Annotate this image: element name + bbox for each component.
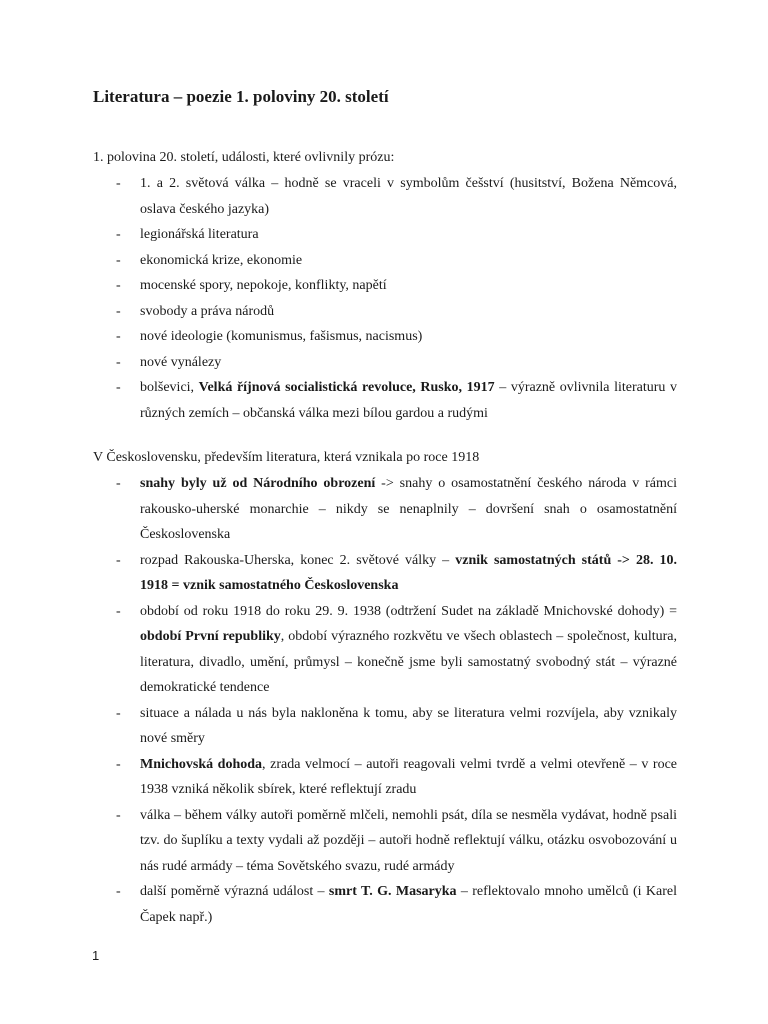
bullet-dash: - — [116, 329, 121, 344]
list-item-text — [140, 273, 677, 299]
list-item-text — [140, 701, 677, 752]
bullet-dash: - — [116, 884, 121, 899]
list-item-text — [140, 375, 677, 426]
bullet-dash: - — [116, 354, 121, 370]
bullet-dash: - — [116, 807, 121, 823]
bullet-dash: - — [116, 756, 121, 772]
list-item — [93, 471, 677, 548]
list-item — [93, 171, 677, 222]
text-run: -> snahy o osamostatnění českého národa v rámci rakousko-uherské monarchie – nikdy se nenaplnily – dovršení snah o osamostatnění Československa — [140, 476, 677, 542]
page-title: Literatura – poezie 1. poloviny 20. století — [93, 87, 389, 106]
bold-phrase: Mnichovská dohoda — [140, 756, 263, 772]
list-item-text — [140, 171, 677, 222]
text-run: bolševici, — [140, 380, 199, 395]
section-czechoslovakia — [93, 448, 677, 930]
text-run: legionářská literatura — [140, 227, 259, 242]
list-item — [93, 350, 677, 376]
bold-phrase: období První republiky — [140, 629, 281, 644]
text-run: další poměrně výrazná událost – — [140, 884, 329, 899]
bullet-list — [93, 171, 677, 426]
list-item — [93, 879, 677, 930]
list-item-text — [140, 599, 677, 701]
list-item-text — [140, 248, 677, 274]
list-item-text — [140, 299, 677, 325]
text-run: období od roku 1918 do roku 29. 9. 1938 (odtržení Sudet na základě Mnichovské dohody) = — [140, 603, 677, 619]
list-item — [93, 599, 677, 701]
bullet-dash: - — [116, 705, 121, 721]
list-item — [93, 299, 677, 325]
bullet-dash: - — [116, 303, 121, 319]
list-item-text — [140, 324, 677, 350]
list-item — [93, 222, 677, 248]
text-run: 1. a 2. světová válka – hodně se vraceli v symbolům češství (husitství, Božena Němcová, oslava českého jazyka) — [140, 176, 677, 217]
bullet-dash: - — [116, 476, 121, 491]
bullet-list — [93, 471, 677, 930]
list-item-text — [140, 222, 677, 248]
bullet-dash: - — [116, 552, 121, 568]
section-events — [93, 148, 677, 426]
text-run: , zrada velmocí – autoři reagovali velmi tvrdě a velmi otevřeně – v roce 1938 vzniká několik sbírek, které reflektují zradu — [140, 756, 677, 797]
bullet-dash: - — [116, 227, 121, 242]
bold-phrase: vznik samostatných států -> 28. 10. 1918 = vznik samostatného Československa — [140, 552, 677, 593]
list-item — [93, 324, 677, 350]
text-run: situace a nálada u nás byla nakloněna k tomu, aby se literatura velmi rozvíjela, aby vznikaly nové směry — [140, 705, 677, 746]
bold-phrase: Velká říjnová socialistická revoluce, Rusko, 1917 — [198, 380, 495, 395]
page-number: 1 — [92, 948, 100, 963]
bullet-dash: - — [116, 380, 121, 395]
list-item — [93, 248, 677, 274]
list-item-text — [140, 548, 677, 599]
list-item-text — [140, 350, 677, 376]
text-run: rozpad Rakouska-Uherska, konec 2. světové války – — [140, 552, 456, 568]
list-item — [93, 273, 677, 299]
list-item — [93, 701, 677, 752]
list-item-text — [140, 879, 677, 930]
text-run: – reflektovalo mnoho umělců (i Karel Čapek např.) — [140, 884, 678, 925]
text-run: nové ideologie (komunismus, fašismus, nacismus) — [140, 329, 423, 344]
bullet-dash: - — [116, 252, 121, 268]
list-item — [93, 375, 677, 426]
bullet-dash: - — [116, 176, 121, 191]
list-item-text — [140, 752, 677, 803]
bullet-dash: - — [116, 603, 121, 619]
bullet-dash: - — [116, 278, 121, 293]
text-run: nové vynálezy — [140, 354, 222, 370]
text-run: svobody a práva národů — [140, 303, 275, 319]
section-lead: 1. polovina 20. století, události, které ovlivnily prózu: — [93, 150, 395, 165]
text-run: , období výrazného rozkvětu ve všech oblastech – společnost, kultura, literatura, divadlo, umění, průmysl – konečně jsme byli samostatný svobodný stát – výrazné demokratické tendence — [140, 629, 678, 695]
list-item-text — [140, 471, 677, 548]
text-run: válka – během války autoři poměrně mlčeli, nemohli psát, díla se nesměla vydávat, hodně psali tzv. do šuplíku a texty vydali až později – autoři hodně reflektují válku, otázku osvobozování u nás rudé armády – téma Sovětského svazu, rudé armády — [140, 807, 677, 874]
text-run: ekonomická krize, ekonomie — [140, 252, 303, 268]
text-run: – výrazně ovlivnila literaturu v různých zemích – občanská válka mezi bílou gardou a rudými — [140, 380, 677, 421]
text-run: mocenské spory, nepokoje, konflikty, napětí — [140, 278, 387, 293]
list-item — [93, 752, 677, 803]
bold-phrase: smrt T. G. Masaryka — [328, 884, 457, 899]
list-item — [93, 548, 677, 599]
bold-phrase: snahy byly už od Národního obrození — [140, 476, 376, 491]
list-item — [93, 803, 677, 880]
list-item-text — [140, 803, 677, 880]
section-lead: V Československu, především literatura, která vznikala po roce 1918 — [93, 450, 480, 465]
